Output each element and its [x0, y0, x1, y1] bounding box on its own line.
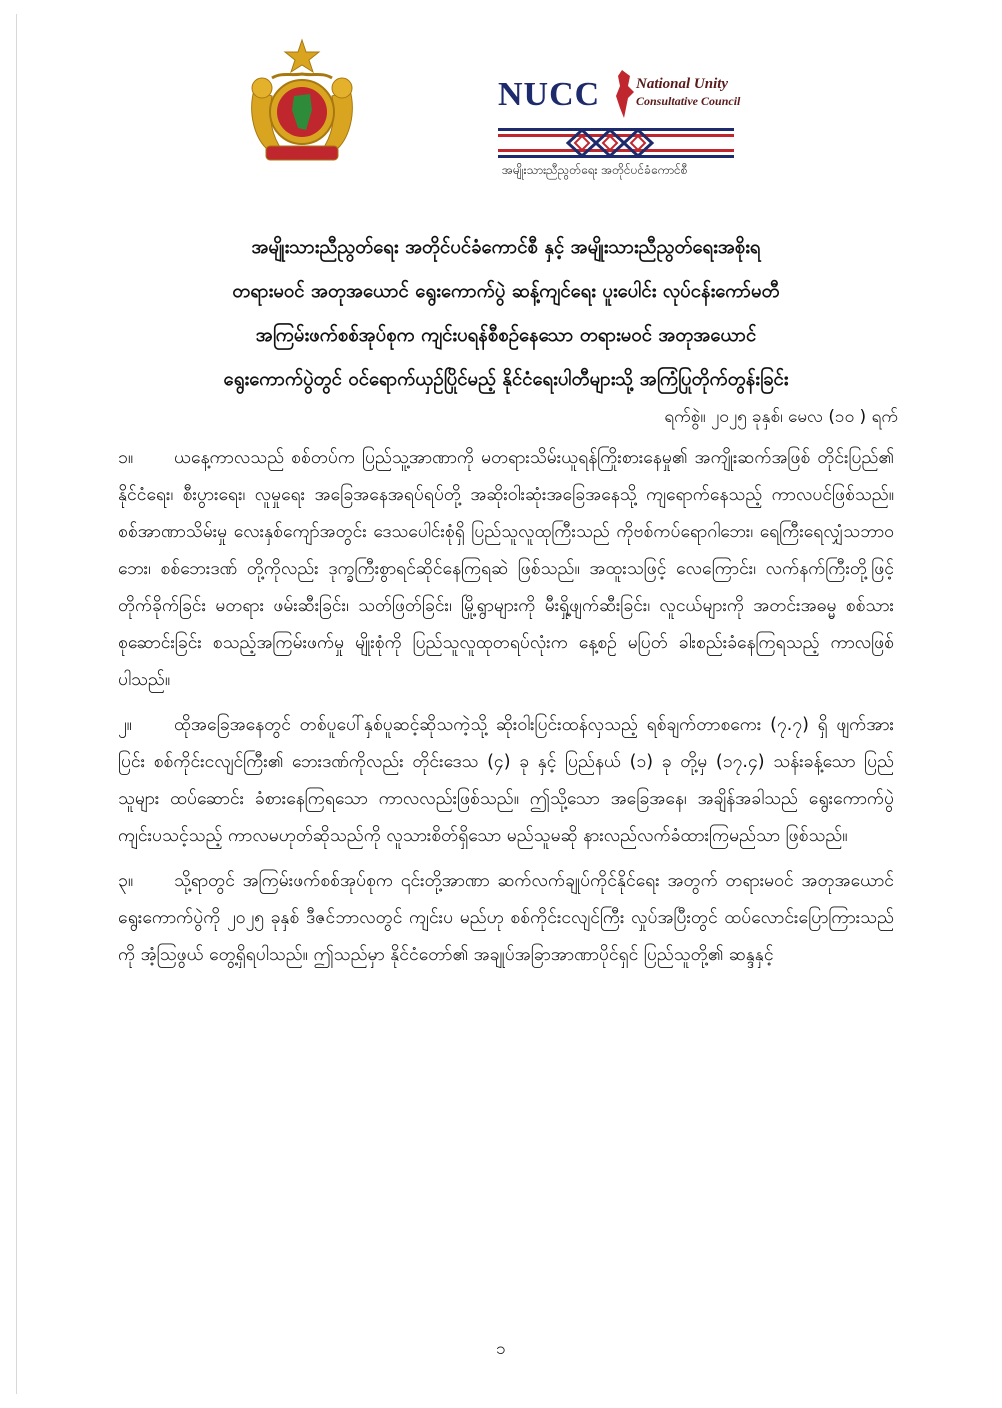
paragraph-number: ၃။: [118, 871, 134, 891]
page-number: ၁: [496, 1339, 506, 1359]
myanmar-map-icon: [614, 70, 636, 118]
nucc-logo: [498, 68, 758, 180]
paragraph-text: ထိုအခြေအနေတွင် တစ်ပူပေါ်နှစ်ပူဆင့်ဆိုသကဲ့သို့ ဆိုးဝါးပြင်းထန်လှသည့် ရစ်ချက်တာစကေး (၇.၇) ရှိ ဖျက်အားပြင်း စစ်ကိုင်းငလျင်ကြီး၏ ဘေးဒဏ်ကိုလည်း တိုင်းဒေသ (၄) ခု နှင့် ပြည်နယ် (၁) ခု တို့မှ (၁၇.၄) သန်းခန့်သော ပြည်သူများ ထပ်ဆောင်း ခံစားနေကြရသော ကာလလည်းဖြစ်သည်။ ဤသို့သော အခြေအနေ၊ အချိန်အခါသည် ရွေးကောက်ပွဲ ကျင်းပသင့်သည့် ကာလမဟုတ်ဆိုသည်ကို လူသားစိတ်ရှိသော မည်သူမဆို နားလည်လက်ခံထားကြမည်သာ ဖြစ်သည်။: [118, 715, 894, 846]
title-line: တရားမဝင် အတုအယောင် ရွေးကောက်ပွဲ ဆန့်ကျင်ရေး ပူးပေါင်း လုပ်ငန်းကော်မတီ: [232, 281, 780, 302]
paragraph-number: ၁။: [118, 448, 134, 468]
state-emblem-icon: [232, 38, 372, 168]
page-edge: [16, 14, 986, 1394]
logo-header: [118, 38, 894, 177]
nucc-name-line1: National Unity: [636, 76, 729, 92]
document-date: ရက်စွဲ။ ၂၀၂၅ ခုနှစ်၊ မေလ (၁၀ ) ရက်: [664, 407, 898, 427]
nucc-acronym: NUCC: [498, 76, 601, 113]
nucc-name-line2: Consultative Council: [636, 94, 741, 108]
title-line: အမျိုးသားညီညွတ်ရေး အတိုင်ပင်ခံကောင်စီ နှင့် အမျိုးသားညီညွတ်ရေးအစိုးရ: [251, 237, 761, 258]
nucc-myanmar-name: အမျိုးသားညီညွတ်ရေး အတိုင်ပင်ခံကောင်စီ: [502, 163, 688, 177]
paragraph-number: ၂။: [118, 715, 132, 735]
paragraph-text: ယနေ့ကာလသည် စစ်တပ်က ပြည်သူ့အာဏာကို မတရားသိမ်းယူရန်ကြိုးစားနေမှု၏ အကျိုးဆက်အဖြစ် တိုင်းပြည်၏ နိုင်ငံရေး၊ စီးပွားရေး၊ လူမှုရေး အခြေအနေအရပ်ရပ်တို့ အဆိုးဝါးဆုံးအခြေအနေသို့ ကျရောက်နေသည့် ကာလပင်ဖြစ်သည်။ စစ်အာဏာသိမ်းမှု လေးနှစ်ကျော်အတွင်း ဒေသပေါင်းစုံရှိ ပြည်သူလူထုကြီးသည် ကိုဗစ်ကပ်ရောဂါဘေး၊ ရေကြီးရေလျှံသဘာဝဘေး၊ စစ်ဘေးဒဏ် တို့ကိုလည်း ဒုက္ခကြီးစွာရင်ဆိုင်နေကြရဆဲ ဖြစ်သည်။ အထူးသဖြင့် လေကြောင်း၊ လက်နက်ကြီးတို့ဖြင့် တိုက်ခိုက်ခြင်း မတရား ဖမ်းဆီးခြင်း၊ သတ်ဖြတ်ခြင်း၊ မြို့ရွာများကို မီးရှို့ဖျက်ဆီးခြင်း၊ လူငယ်များကို အတင်းအဓမ္မ စစ်သားစုဆောင်းခြင်း စသည့်အကြမ်းဖက်မှု မျိုးစုံကို ပြည်သူလူထုတရပ်လုံးက နေ့စဉ် မပြတ် ခါးစည်းခံနေကြရသည့် ကာလဖြစ်ပါသည်။: [118, 448, 894, 690]
title-line: ရွေးကောက်ပွဲတွင် ဝင်ရောက်ယှဉ်ပြိုင်မည့် နိုင်ငံရေးပါတီများသို့ အကြံပြုတိုက်တွန်းခြင်း: [223, 369, 789, 390]
nucc-stripes-icon: [498, 124, 734, 162]
title-line: အကြမ်းဖက်စစ်အုပ်စုက ကျင်းပရန်စီစဉ်နေသော တရားမဝင် အတုအယောင်: [255, 325, 757, 346]
paragraph-text: သို့ရာတွင် အကြမ်းဖက်စစ်အုပ်စုက ၎င်းတို့အာဏာ ဆက်လက်ချုပ်ကိုင်နိုင်ရေး အတွက် တရားမဝင် အတုအယောင်ရွေးကောက်ပွဲကို ၂၀၂၅ ခုနှစ် ဒီဇင်ဘာလတွင် ကျင်းပ မည်ဟု စစ်ကိုင်းငလျင်ကြီး လှုပ်အပြီးတွင် ထပ်လောင်းပြောကြားသည်ကို အံ့သြဖွယ် တွေ့ရှိရပါသည်။ ဤသည်မှာ နိုင်ငံတော်၏ အချုပ်အခြာအာဏာပိုင်ရှင် ပြည်သူတို့၏ ဆန္ဒနှင့်: [118, 871, 894, 965]
